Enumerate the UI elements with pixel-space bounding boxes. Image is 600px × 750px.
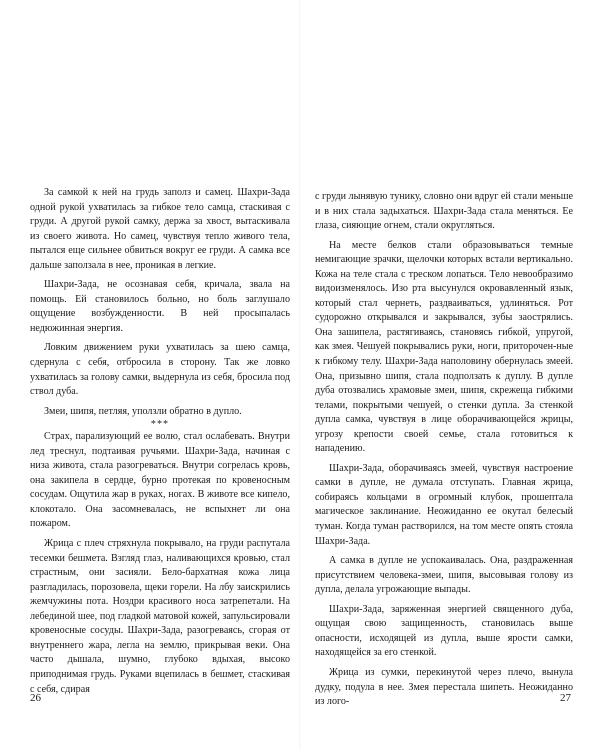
paragraph: Шахри-Зада, не осознавая себя, кричала, звала на помощь. Ей становилось больно, но боль заглушало ощущение возбужденности. В ней просыпалась недюжинная энергия.	[30, 279, 290, 334]
paragraph-continuation: с груди лынявую тунику, словно они вдруг ей стали меньше и в них стала задыхаться. Шахри-Зада стала меняться. Ее глаза, сияющие огнем, стали округляться.	[315, 191, 573, 232]
book-gutter	[299, 0, 301, 750]
paragraph: Змеи, шипя, петляя, уползли обратно в дупло.	[44, 405, 242, 417]
paragraph: Ловким движением руки ухватилась за шею самца, сдернула с себя, отбросила в сторону. Так же ловко ухватилась за голову самки, выдернула из себя, бросила под ствол дуба.	[30, 342, 290, 398]
paragraph: Страх, парализующий ее волю, стал ослабевать. Внутри лед треснул, подтаивая ручьями. Шахри-Зада, начиная с низа живота, стала разогреваться. Внутри согрелась кровь, она закипела в сердце, бурно протекая по кровеносным сосудам. Ощутила жар в руках, ногах. В животе все кипело, клокотало. Она засомневалась, не вспыхнет ли она пожаром.	[30, 431, 290, 530]
paragraph: А самка в дупле не успокаивалась. Она, раздраженная присутствием человека-змеи, шипя, высовывая голову из дупла, делала угрожающие выпады.	[315, 555, 573, 596]
paragraph: Шахри-Зада, заряженная энергией священного дуба, ощущая свою защищенность, становилась выше опасности, исходящей из дупла, выше ярости самки, находящейся за его стенкой.	[315, 603, 573, 659]
paragraph: На месте белков стали образовываться темные немигающие зрачки, щелочки которых встали вертикально. Кожа на теле стала с треском лопаться. Тело невообразимо видоизменялось. Изо рта высунулся окровавленный язык, который стал чернеть, раздваиваться, удлиняться. Рот судорожно открывался и закрывался, зубы заострялись. Она зашипела, растягиваясь, становясь гибкой, упругой, как змея. Чешуей покрывались руки, ноги, приторочен-ные к гибкому телу. Шахри-Зада наполовину обернулась змеей. Она, призывно шипя, стала подползать к дуплу. В дупле дуба отозвались храмовые змеи, шипя, скрежеща гибкими телами, покрытыми чешуей, о стенки дупла. За стенкой дупла самка, чувствуя в лице оборачивающейся жрицы, угрозу крепости своей семье, стала готовиться к нападению.	[315, 239, 573, 455]
section-separator: ***	[150, 419, 170, 431]
page-number-right: 27	[560, 692, 571, 704]
paragraph: За самкой к ней на грудь заполз и самец. Шахри-Зада одной рукой ухватилась за гибкое тело самца, стаскивая с груди. А другой рукой самку, держа за хвост, вытаскивала из своего живота. Но самец, чувствуя тепло живого тела, пытался еще сильнее обвиться вокруг ее груди. А самка все дальше заползала в нее, проникая в легкие.	[30, 187, 290, 271]
paragraph: Жрица из сумки, перекинутой через плечо, вынула дудку, подула в нее. Змея перестала шипеть. Неожиданно из лого-	[315, 666, 573, 708]
paragraph: Шахри-Зада, оборачиваясь змеей, чувствуя настроение самки в дупле, не думала отступать. Главная жрица, собираясь кольцами в огромный клубок, прошептала магическое заклинание. Неожиданно ее окутал белесый туман. Когда туман растворился, на том месте опять стояла Шахри-Зада.	[315, 462, 573, 547]
left-page-text	[30, 186, 290, 697]
right-page-text	[315, 190, 573, 710]
paragraph: Жрица с плеч стряхнула покрывало, на груди распутала тесемки бешмета. Взгляд глаз, наливающихся кровью, стал страстным, они засияли. Бело-бархатная кожа лица разгладилась, порозовела, щеки горели. На лбу заискрились жемчужины пота. Ноздри красивого носа затрепетали. На лебединой шее, под гладкой матовой кожей, запульсировали кровеносные сосуды. Шахри-Зада, разогреваясь, сгорая от внутреннего жара, легла на землю, прикрывая веки. Она часто дышала, шумно, глубоко вдыхая, высоко приподнимая грудь. Руками вцепилась в бешмет, стаскивая с себя, сдирая	[30, 538, 290, 695]
page-number-left: 26	[30, 692, 41, 704]
